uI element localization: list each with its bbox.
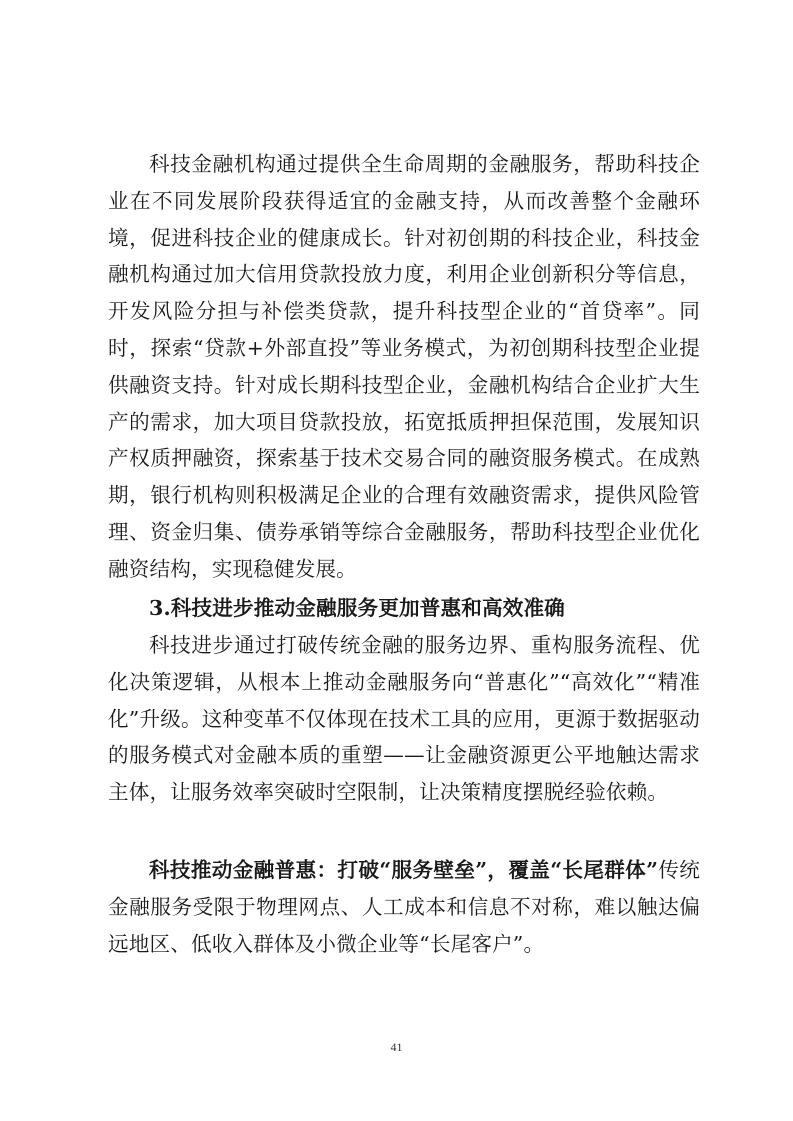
paragraph-inclusive-finance [108, 852, 700, 962]
lead-paragraph-text: 传统金融服务受限于物理网点、人工成本和信息不对称，难以触达偏远地区、低收入群体及小微企业等“长尾客户”。 [108, 858, 700, 956]
bold-lead-text: 科技推动金融普惠：打破“服务壁垒”，覆盖“长尾群体” [149, 858, 659, 882]
lead-paragraph [108, 852, 700, 962]
section-heading: 3.科技进步推动金融服务更加普惠和高效准确 [149, 596, 565, 620]
body-paragraph: 科技进步通过打破传统金融的服务边界、重构服务流程、优化决策逻辑，从根本上推动金融服务向“普惠化”“高效化”“精准化”升级。这种变革不仅体现在技术工具的应用，更源于数据驱动的服务模式对金融本质的重塑——让金融资源更公平地触达需求主体，让服务效率突破时空限制，让决策精度摆脱经验依赖。 [108, 633, 700, 805]
page-number: 41 [390, 1040, 403, 1054]
paragraph-tech-progress [108, 627, 700, 811]
body-paragraph: 科技金融机构通过提供全生命周期的金融服务，帮助科技企业在不同发展阶段获得适宜的金融支持，从而改善整个金融环境，促进科技企业的健康成长。针对初创期的科技企业，科技金融机构通过加大信用贷款投放力度，利用企业创新积分等信息，开发风险分担与补偿类贷款，提升科技型企业的“首贷率”。同时，探索“贷款+外部直投”等业务模式，为初创期科技型企业提供融资支持。针对成长期科技型企业，金融机构结合企业扩大生产的需求，加大项目贷款投放，拓宽抵质押担保范围，发展知识产权质押融资，探索基于技术交易合同的融资服务模式。在成熟期，银行机构则积极满足企业的合理有效融资需求，提供风险管理、资金归集、债券承销等综合金融服务，帮助科技型企业优化融资结构，实现稳健发展。 [108, 152, 700, 581]
section-heading-block [108, 590, 700, 627]
paragraph-financial-lifecycle [108, 146, 700, 588]
